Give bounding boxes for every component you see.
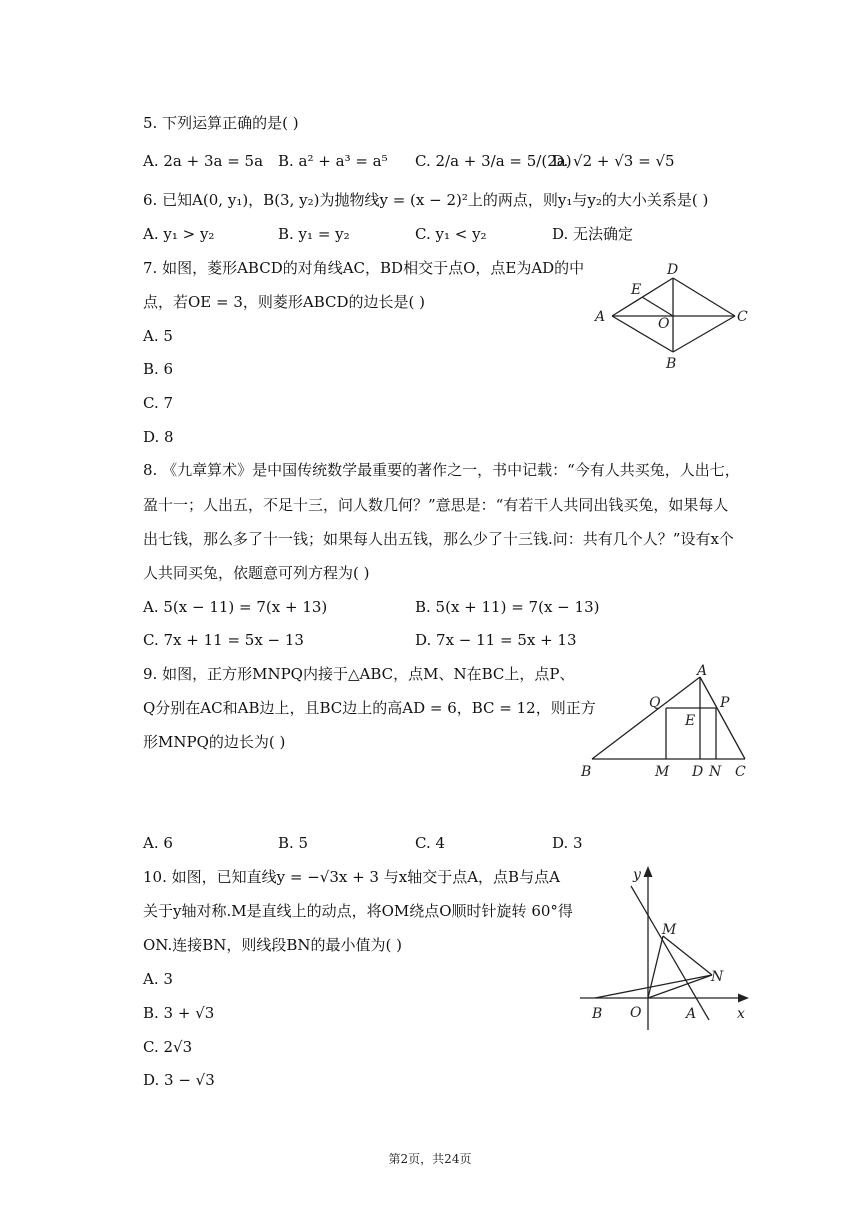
q7-option-d: D. 8	[143, 428, 174, 446]
segment-om	[648, 936, 663, 998]
q10-option-a: A. 3	[143, 970, 173, 988]
rhombus-side-dc	[673, 278, 735, 316]
label-d: D	[667, 262, 679, 278]
q7-option-c: C. 7	[143, 394, 174, 412]
label-a: A	[697, 663, 708, 679]
q6-option-d: D. 无法确定	[552, 225, 634, 243]
label-o: O	[658, 316, 670, 332]
label-a: A	[595, 309, 606, 325]
triangle-side-ab	[592, 677, 700, 759]
q10-stem-line-1: 10. 如图，已知直线y = −√3x + 3 与x轴交于点A，点B与点A	[143, 868, 560, 886]
q6-option-a: A. y₁ > y₂	[143, 225, 215, 243]
q8-option-d: D. 7x − 11 = 5x + 13	[415, 631, 577, 649]
q7-stem-line-2: 点，若OE = 3，则菱形ABCD的边长是( )	[143, 293, 426, 311]
label-e: E	[631, 282, 642, 298]
label-d: D	[692, 764, 704, 780]
label-n: N	[709, 764, 722, 780]
q5-option-a: A. 2a + 3a = 5a	[143, 152, 264, 170]
q10-option-c: C. 2√3	[143, 1038, 193, 1056]
q10-stem-line-2: 关于y轴对称.M是直线上的动点，将OM绕点O顺时针旋转 60°得	[143, 902, 573, 920]
label-c: C	[735, 764, 746, 780]
q5-stem: 5. 下列运算正确的是( )	[143, 114, 299, 132]
q10-option-d: D. 3 − √3	[143, 1071, 215, 1089]
q7-option-a: A. 5	[143, 327, 173, 345]
q7-option-b: B. 6	[143, 360, 174, 378]
label-b: B	[581, 764, 592, 780]
q9-option-d: D. 3	[552, 834, 583, 852]
q8-stem-line-3: 出七钱，那么多了十一钱；如果每人出五钱，那么少了十三钱.问：共有几个人？”设有x个	[143, 530, 734, 548]
label-y: y	[633, 867, 641, 883]
q10-coordinate-figure	[575, 862, 760, 1035]
q9-stem-line-3: 形MNPQ的边长为( )	[143, 733, 286, 751]
y-axis-arrow-icon	[644, 866, 653, 877]
label-o: O	[630, 1005, 642, 1021]
label-q: Q	[649, 695, 661, 711]
x-axis-arrow-icon	[738, 994, 749, 1003]
q5-option-c: C. 2/a + 3/a = 5/(2a)	[415, 152, 572, 170]
label-e: E	[685, 713, 696, 729]
q8-stem-line-4: 人共同买兔，依题意可列方程为( )	[143, 564, 370, 582]
q5-option-d: D. √2 + √3 = √5	[552, 152, 675, 170]
line-ma	[631, 886, 709, 1020]
triangle-side-ac	[700, 677, 745, 759]
q8-option-a: A. 5(x − 11) = 7(x + 13)	[143, 598, 328, 616]
label-m: M	[662, 922, 677, 938]
q10-stem-line-3: ON.连接BN，则线段BN的最小值为( )	[143, 936, 403, 954]
q6-option-c: C. y₁ < y₂	[415, 225, 487, 243]
q5-option-b: B. a² + a³ = a⁵	[278, 152, 388, 170]
q9-option-a: A. 6	[143, 834, 173, 852]
q6-stem: 6. 已知A(0, y₁)，B(3, y₂)为抛物线y = (x − 2)²上的两点，则y₁与y₂的大小关系是( )	[143, 191, 709, 209]
q8-option-b: B. 5(x + 11) = 7(x − 13)	[415, 598, 600, 616]
q10-option-b: B. 3 + √3	[143, 1004, 215, 1022]
q9-stem-line-2: Q分别在AC和AB边上，且BC边上的高AD = 6，BC = 12，则正方	[143, 699, 596, 717]
label-p: P	[720, 695, 730, 711]
label-n: N	[711, 969, 724, 985]
q9-triangle-figure	[575, 663, 760, 785]
segment-mn	[663, 936, 712, 975]
segment-oe	[642, 297, 673, 316]
q9-option-c: C. 4	[415, 834, 446, 852]
label-b: B	[592, 1006, 603, 1022]
label-c: C	[737, 309, 748, 325]
q9-stem-line-1: 9. 如图，正方形MNPQ内接于△ABC，点M、N在BC上，点P、	[143, 665, 575, 683]
segment-on	[648, 975, 712, 998]
rhombus-side-cb	[673, 316, 735, 352]
q7-stem-line-1: 7. 如图，菱形ABCD的对角线AC，BD相交于点O，点E为AD的中	[143, 259, 585, 277]
q6-option-b: B. y₁ = y₂	[278, 225, 350, 243]
q8-stem-line-1: 8. 《九章算术》是中国传统数学最重要的著作之一，书中记载：“今有人共买兔，人出七，	[143, 461, 740, 479]
q7-rhombus-figure	[585, 258, 760, 373]
label-m: M	[655, 764, 670, 780]
label-a: A	[686, 1006, 697, 1022]
page-footer: 第2页，共24页	[388, 1152, 472, 1166]
q8-option-c: C. 7x + 11 = 5x − 13	[143, 631, 304, 649]
label-b: B	[666, 356, 677, 372]
q9-option-b: B. 5	[278, 834, 309, 852]
q8-stem-line-2: 盈十一；人出五，不足十三，问人数几何？”意思是：“有若干人共同出钱买兔，如果每人	[143, 496, 729, 514]
label-x: x	[737, 1006, 745, 1022]
